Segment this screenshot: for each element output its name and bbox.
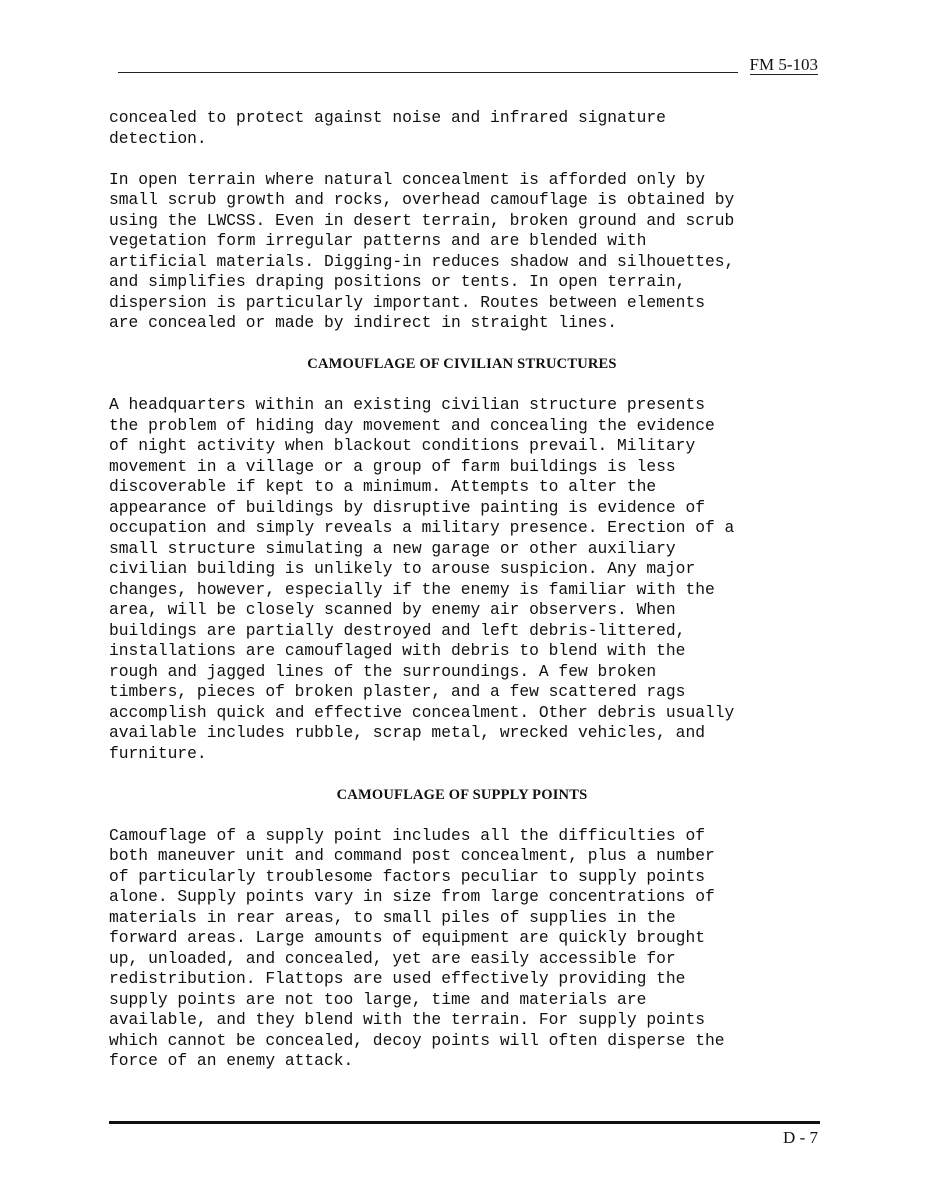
section-heading-civilian-structures: CAMOUFLAGE OF CIVILIAN STRUCTURES <box>307 356 617 372</box>
page-number: D - 7 <box>783 1128 818 1147</box>
document-body <box>109 108 815 1092</box>
paragraph-concealment-continued: concealed to protect against noise and infrared signature detection. <box>109 108 666 148</box>
paragraph-open-terrain: In open terrain where natural concealment is afforded only by small scrub growth and rocks, overhead camouflage is obtained by using the LWCSS. Even in desert terrain, broken ground and scrub vegetation form irregular patterns and are blended with artificial materials. Digging-in reduces shadow and silhouettes, and simplifies draping positions or tents. In open terrain, dispersion is particularly important. Routes between elements are concealed or made by indirect in straight lines. <box>109 169 735 332</box>
paragraph-civilian-structures: A headquarters within an existing civilian structure presents the problem of hiding day movement and concealing the evidence of night activity when blackout conditions prevail. Military movement in a village or a group of farm buildings is less discoverable if kept to a minimum. Attempts to alter the appearance of buildings by disruptive painting is evidence of occupation and simply reveals a military presence. Erection of a small structure simulating a new garage or other auxiliary civilian building is unlikely to arouse suspicion. Any major changes, however, especially if the enemy is familiar with the area, will be closely scanned by enemy air observers. When buildings are partially destroyed and left debris-littered, installations are camouflaged with debris to blend with the rough and jagged lines of the surroundings. A few broken timbers, pieces of broken plaster, and a few scattered rags accomplish quick and effective concealment. Other debris usually available includes rubble, scrap metal, wrecked vehicles, and furniture. <box>109 395 735 763</box>
section-heading-supply-points: CAMOUFLAGE OF SUPPLY POINTS <box>336 786 588 803</box>
paragraph-supply-points: Camouflage of a supply point includes all the difficulties of both maneuver unit and command post concealment, plus a number of particularly troublesome factors peculiar to supply points alone. Supply points vary in size from large concentrations of materials in rear areas, to small piles of supplies in the forward areas. Large amounts of equipment are quickly brought up, unloaded, and concealed, yet are easily accessible for redistribution. Flattops are used effectively providing the supply points are not too large, time and materials are available, and they blend with the terrain. For supply points which cannot be concealed, decoy points will often disperse the force of an enemy attack. <box>109 825 725 1070</box>
document-id: FM 5-103 <box>749 55 818 74</box>
header-rule <box>118 72 738 73</box>
footer-rule <box>109 1121 820 1124</box>
